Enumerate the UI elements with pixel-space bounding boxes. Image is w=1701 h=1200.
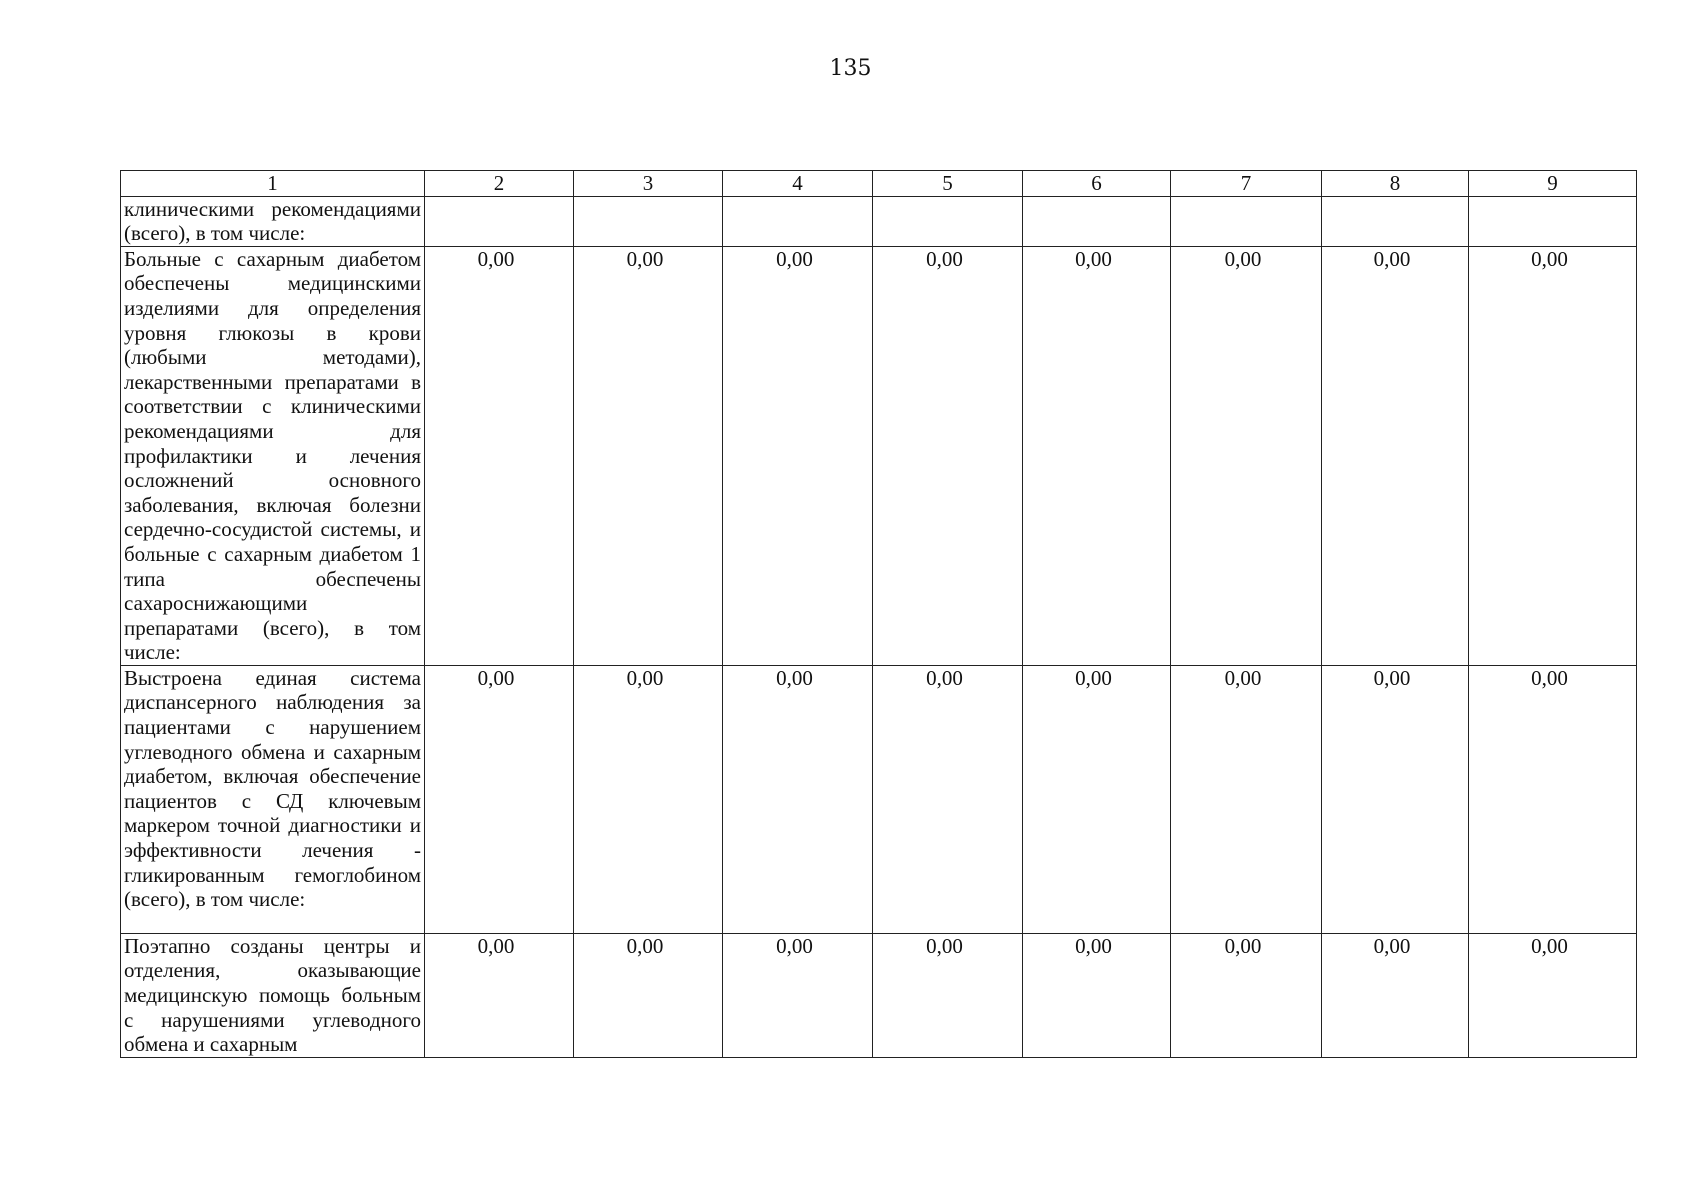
table-row — [121, 196, 1637, 246]
table-cell: 0,00 — [425, 246, 574, 665]
table-cell: 0,00 — [1322, 665, 1469, 933]
table-cell: 0,00 — [1171, 933, 1322, 1057]
table-cell — [425, 196, 574, 246]
page-number: 135 — [829, 56, 872, 81]
table-cell: 0,00 — [1322, 246, 1469, 665]
table-cell — [1171, 196, 1322, 246]
row-description: Больные с сахарным диабетом обеспечены медицинскими изделиями для определения уровня глюкозы в крови (любыми методами), лекарственными препаратами в соответствии с клиническими рекомендациями для профилактики и лечения осложнений основного заболевания, включая болезни сердечно-сосудистой системы, и больные с сахарным диабетом 1 типа обеспечены сахароснижающими препаратами (всего), в том числе: — [121, 246, 425, 665]
table-cell: 0,00 — [873, 246, 1023, 665]
table-cell: 0,00 — [574, 665, 723, 933]
table-cell: 0,00 — [1171, 665, 1322, 933]
table-cell — [1322, 196, 1469, 246]
column-header: 4 — [723, 171, 873, 197]
column-header: 2 — [425, 171, 574, 197]
table-cell — [574, 196, 723, 246]
header-row — [121, 171, 1637, 197]
column-header: 3 — [574, 171, 723, 197]
column-header: 1 — [121, 171, 425, 197]
table-cell: 0,00 — [1171, 246, 1322, 665]
table-cell: 0,00 — [574, 933, 723, 1057]
column-header: 7 — [1171, 171, 1322, 197]
row-description: клиническими рекомендациями (всего), в том числе: — [121, 196, 425, 246]
table-cell — [873, 196, 1023, 246]
table-row — [121, 933, 1637, 1057]
table-cell — [723, 196, 873, 246]
table-cell: 0,00 — [723, 665, 873, 933]
table-cell: 0,00 — [425, 933, 574, 1057]
table-cell: 0,00 — [1322, 933, 1469, 1057]
column-header: 6 — [1023, 171, 1171, 197]
table-row — [121, 665, 1637, 933]
column-header: 8 — [1322, 171, 1469, 197]
table-cell: 0,00 — [873, 665, 1023, 933]
table-cell: 0,00 — [1023, 246, 1171, 665]
table-cell: 0,00 — [1469, 246, 1637, 665]
column-header: 9 — [1469, 171, 1637, 197]
table-cell: 0,00 — [873, 933, 1023, 1057]
table-cell: 0,00 — [425, 665, 574, 933]
table-cell: 0,00 — [1023, 665, 1171, 933]
table-cell: 0,00 — [723, 933, 873, 1057]
table-cell: 0,00 — [1023, 933, 1171, 1057]
data-table — [120, 170, 1637, 1058]
table-row — [121, 246, 1637, 665]
row-description: Поэтапно созданы центры и отделения, оказывающие медицинскую помощь больным с нарушениями углеводного обмена и сахарным — [121, 933, 425, 1057]
row-description: Выстроена единая система диспансерного наблюдения за пациентами с нарушением углеводного обмена и сахарным диабетом, включая обеспечение пациентов с СД ключевым маркером точной диагностики и эффективности лечения - гликированным гемоглобином (всего), в том числе: — [121, 665, 425, 933]
table-cell: 0,00 — [574, 246, 723, 665]
table-cell — [1023, 196, 1171, 246]
column-header: 5 — [873, 171, 1023, 197]
table-cell: 0,00 — [1469, 933, 1637, 1057]
table-cell: 0,00 — [723, 246, 873, 665]
table-cell: 0,00 — [1469, 665, 1637, 933]
table-cell — [1469, 196, 1637, 246]
